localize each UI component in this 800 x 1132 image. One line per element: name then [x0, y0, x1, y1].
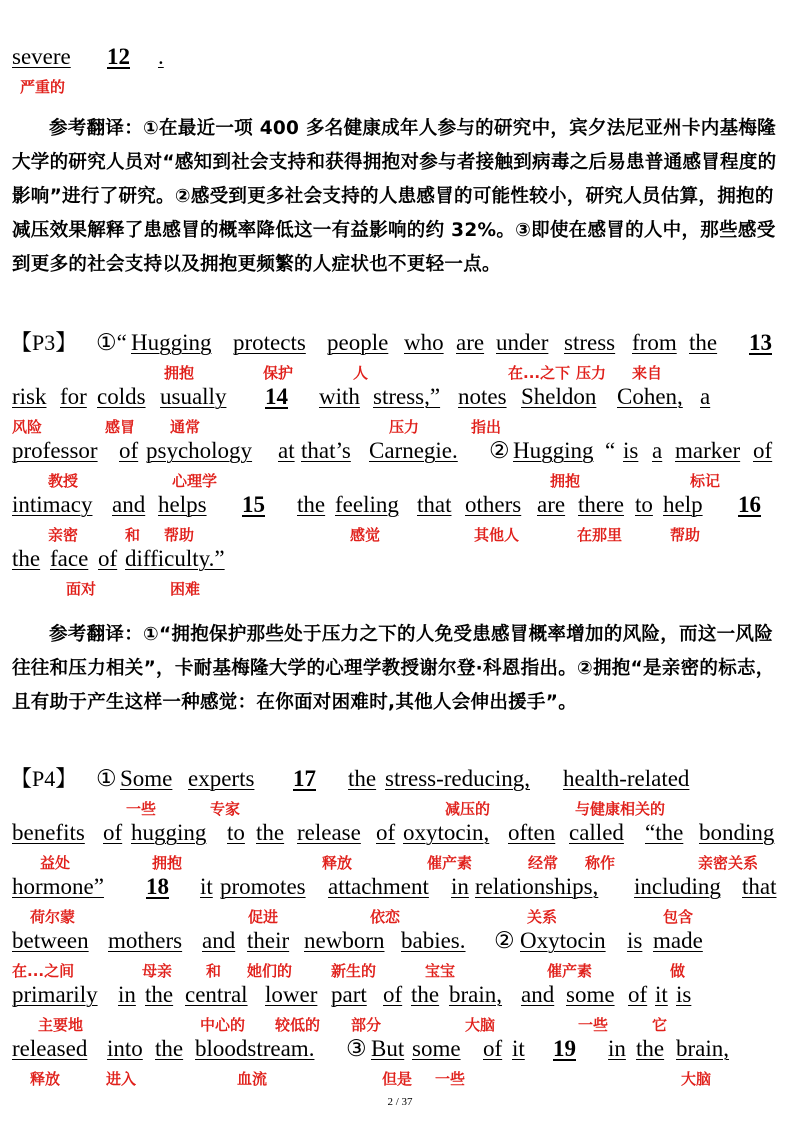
gloss: 严重的: [20, 78, 66, 96]
gloss: 大脑: [681, 1070, 712, 1088]
word: babies.: [401, 928, 466, 953]
word: of: [753, 438, 773, 463]
reference-translation: 参考翻译：①“拥抱保护那些处于压力之下的人免受患感冒概率增加的风险，而这一风险往往和压力相关”，卡耐基梅隆大学的心理学教授谢尔登·科恩指出。②拥抱“是亲密的标志，且有助于产生这样一种感觉：在你面对困难时,其他人会伸出援手”。: [12, 624, 775, 713]
blank-number: 13: [749, 330, 772, 355]
gloss: 释放: [30, 1070, 61, 1088]
word: of: [483, 1036, 503, 1061]
word: a: [652, 438, 663, 463]
gloss: 拥抱: [164, 364, 195, 382]
word: of: [119, 438, 139, 463]
word: ①“: [96, 330, 127, 355]
word: attachment: [328, 874, 429, 899]
word: the: [256, 820, 285, 845]
word: that’s: [301, 438, 351, 463]
word: of: [376, 820, 396, 845]
word: the: [297, 492, 326, 517]
gloss: 它: [652, 1016, 668, 1034]
word: to: [227, 820, 245, 845]
word: Carnegie.: [369, 438, 458, 463]
gloss: 但是: [382, 1070, 413, 1088]
word: stress,”: [373, 384, 441, 409]
word: for: [60, 384, 87, 409]
gloss: 部分: [351, 1016, 382, 1034]
gloss: 面对: [66, 580, 97, 598]
word: notes: [458, 384, 507, 409]
word: some: [412, 1036, 461, 1061]
gloss: 她们的: [247, 962, 293, 980]
word: between: [12, 928, 89, 953]
gloss: 包含: [663, 908, 694, 926]
paragraph-label: 【P4】: [10, 766, 78, 791]
word: oxytocin,: [403, 820, 490, 845]
gloss: 进入: [106, 1070, 137, 1088]
word: Some: [120, 766, 173, 791]
page-number: 2 / 37: [387, 1096, 413, 1108]
gloss: 与健康相关的: [575, 800, 666, 818]
blank-number: 15: [242, 492, 265, 517]
word: called: [569, 820, 624, 845]
gloss: 拥抱: [550, 472, 581, 490]
word: others: [465, 492, 522, 517]
gloss: 标记: [690, 472, 721, 490]
word: face: [50, 546, 89, 571]
gloss: 和: [206, 962, 222, 980]
gloss: 和: [125, 526, 141, 544]
word: under: [496, 330, 549, 355]
gloss: 一些: [126, 800, 157, 818]
word: marker: [675, 438, 741, 463]
word: there: [578, 492, 624, 517]
gloss: 新生的: [331, 962, 377, 980]
gloss: 一些: [435, 1070, 466, 1088]
gloss: 亲密: [48, 526, 79, 544]
word: helps: [158, 492, 207, 517]
word: at: [278, 438, 295, 463]
gloss: 较低的: [275, 1016, 321, 1034]
gloss: 母亲: [142, 962, 173, 980]
word: Hugging: [131, 330, 212, 355]
word: But: [371, 1036, 405, 1061]
word: it: [200, 874, 213, 899]
gloss: 在...之间: [12, 962, 75, 980]
word: hugging: [131, 820, 207, 845]
word: primarily: [12, 982, 98, 1007]
gloss: 其他人: [474, 526, 520, 544]
word: it: [655, 982, 668, 1007]
word: the: [411, 982, 440, 1007]
word: part: [331, 982, 367, 1007]
gloss: 主要地: [38, 1016, 84, 1034]
word: stress: [564, 330, 616, 355]
word: hormone”: [12, 874, 104, 899]
gloss: 人: [353, 364, 369, 382]
word: the: [155, 1036, 184, 1061]
word: the: [12, 546, 41, 571]
gloss: 风险: [12, 418, 43, 436]
word: that: [417, 492, 452, 517]
gloss: 减压的: [445, 800, 491, 818]
gloss: 在那里: [577, 526, 623, 544]
word: Cohen,: [617, 384, 683, 409]
gloss: 帮助: [164, 526, 195, 544]
word: brain,: [676, 1036, 730, 1061]
word: release: [297, 820, 361, 845]
word: stress-reducing,: [385, 766, 530, 791]
word: a: [700, 384, 711, 409]
word: in: [118, 982, 136, 1007]
gloss: 宝宝: [425, 962, 456, 980]
word: who: [404, 330, 444, 355]
word: bonding: [699, 820, 775, 845]
word: experts: [188, 766, 255, 791]
word: into: [107, 1036, 143, 1061]
word: the: [145, 982, 174, 1007]
word: benefits: [12, 820, 85, 845]
gloss: 教授: [48, 472, 79, 490]
gloss: 依恋: [370, 908, 401, 926]
word: made: [653, 928, 703, 953]
reference-translation: 参考翻译：①在最近一项 400 多名健康成年人参与的研究中，宾夕法尼亚州卡内基梅隆大学的研究人员对“感知到社会支持和获得拥抱对参与者接触到病毒之后易患普通感冒程度的影响”进行了研究。②感受到更多社会支持的人患感冒的可能性较小，研究人员估算，拥抱的减压效果解释了患感冒的概率降低这一有益影响的约 32%。③即使在感冒的人中，那些感受到更多的社会支持以及拥抱更频繁的人症状也不更轻一点。: [12, 118, 777, 275]
word: and: [521, 982, 555, 1007]
word: the: [689, 330, 718, 355]
word: mothers: [108, 928, 183, 953]
gloss: 益处: [40, 854, 71, 872]
word: central: [185, 982, 248, 1007]
gloss: 亲密关系: [698, 854, 759, 872]
word: including: [634, 874, 721, 899]
word: are: [456, 330, 485, 355]
word: of: [628, 982, 648, 1007]
word: usually: [160, 384, 227, 409]
word: promotes: [220, 874, 306, 899]
blank-number: 18: [146, 874, 169, 899]
word: ①: [96, 766, 117, 791]
word: newborn: [304, 928, 385, 953]
word: from: [632, 330, 677, 355]
gloss: 一些: [578, 1016, 609, 1034]
word: to: [635, 492, 653, 517]
word: health-related: [563, 766, 690, 791]
word: ③: [346, 1036, 367, 1061]
gloss: 心理学: [172, 472, 218, 490]
gloss: 中心的: [200, 1016, 246, 1034]
word: protects: [233, 330, 306, 355]
word: with: [319, 384, 360, 409]
word: some: [566, 982, 615, 1007]
blank-number: 16: [738, 492, 761, 517]
word: relationships,: [475, 874, 599, 899]
word: of: [103, 820, 123, 845]
word: the: [636, 1036, 665, 1061]
word: released: [12, 1036, 88, 1061]
word: are: [537, 492, 566, 517]
period: .: [158, 44, 164, 69]
gloss: 在...之下: [508, 364, 571, 382]
gloss: 经常: [528, 854, 559, 872]
gloss: 专家: [210, 800, 241, 818]
gloss: 感冒: [105, 418, 136, 436]
gloss: 催产素: [547, 962, 593, 980]
word: often: [508, 820, 556, 845]
word: is: [623, 438, 639, 463]
blank-number: 12: [107, 44, 130, 69]
word: intimacy: [12, 492, 93, 517]
paragraph-label: 【P3】: [10, 330, 78, 355]
word: “the: [645, 820, 684, 845]
word: “: [605, 438, 616, 463]
word: in: [451, 874, 469, 899]
gloss: 来自: [632, 364, 663, 382]
word: it: [512, 1036, 525, 1061]
word: risk: [12, 384, 47, 409]
word: of: [383, 982, 403, 1007]
gloss: 压力: [389, 418, 420, 436]
word: ②: [494, 928, 515, 953]
word: colds: [97, 384, 146, 409]
word: Oxytocin: [520, 928, 606, 953]
word: and: [202, 928, 236, 953]
gloss: 做: [670, 962, 686, 980]
gloss: 帮助: [670, 526, 701, 544]
gloss: 压力: [576, 364, 607, 382]
word: in: [608, 1036, 626, 1061]
gloss: 困难: [170, 580, 201, 598]
word: help: [663, 492, 703, 517]
word: Hugging: [513, 438, 594, 463]
gloss: 关系: [527, 908, 558, 926]
gloss: 催产素: [427, 854, 473, 872]
gloss: 保护: [263, 364, 294, 382]
word: their: [247, 928, 290, 953]
word-severe: severe: [12, 44, 71, 69]
gloss: 通常: [170, 418, 201, 436]
gloss: 促进: [248, 908, 279, 926]
word: of: [98, 546, 118, 571]
word: that: [742, 874, 777, 899]
word: professor: [12, 438, 98, 463]
gloss: 血流: [237, 1070, 268, 1088]
word: ②: [489, 438, 510, 463]
word: is: [627, 928, 643, 953]
word: brain,: [449, 982, 503, 1007]
word: is: [676, 982, 692, 1007]
gloss: 拥抱: [152, 854, 183, 872]
word: people: [327, 330, 389, 355]
gloss: 感觉: [350, 526, 381, 544]
blank-number: 19: [553, 1036, 576, 1061]
word: difficulty.”: [125, 546, 225, 571]
gloss: 荷尔蒙: [30, 908, 76, 926]
word: Sheldon: [521, 384, 597, 409]
word: and: [112, 492, 146, 517]
gloss: 指出: [471, 418, 502, 436]
word: lower: [265, 982, 318, 1007]
blank-number: 17: [293, 766, 316, 791]
word: psychology: [146, 438, 253, 463]
gloss: 称作: [585, 854, 616, 872]
gloss: 大脑: [465, 1016, 496, 1034]
word: feeling: [335, 492, 399, 517]
gloss: 释放: [322, 854, 353, 872]
word: the: [348, 766, 377, 791]
blank-number: 14: [265, 384, 288, 409]
word: bloodstream.: [195, 1036, 315, 1061]
